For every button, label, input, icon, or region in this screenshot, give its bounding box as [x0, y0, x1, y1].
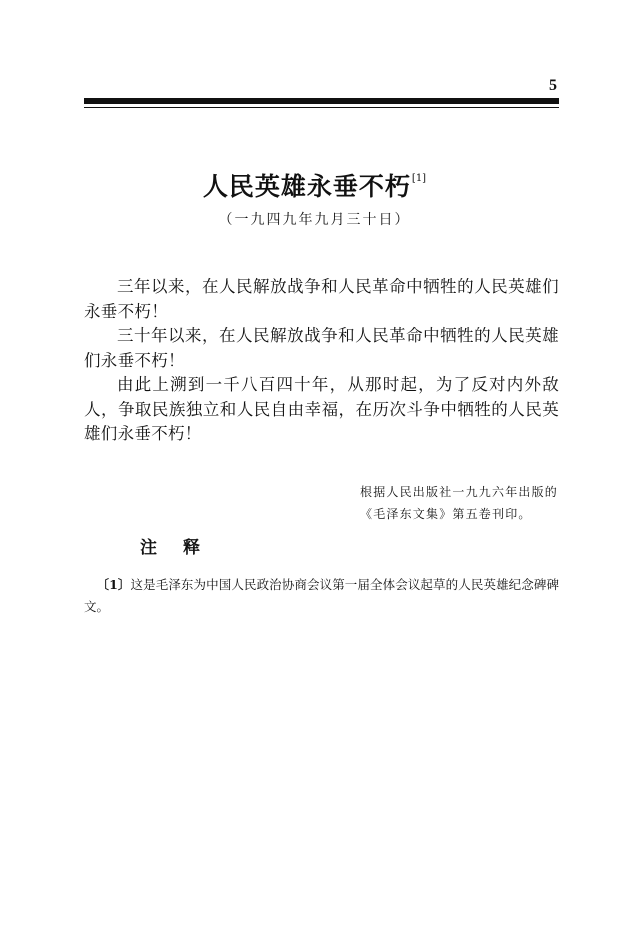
- title-note-reference[interactable]: [1]: [411, 173, 427, 184]
- title-block: [0, 163, 629, 206]
- source-line-2: 《毛泽东文集》第五卷刊印。: [360, 507, 532, 521]
- article-title: 人民英雄永垂不朽: [202, 172, 411, 201]
- body-paragraph-2: 三十年以来，在人民解放战争和人民革命中牺牲的人民英雄们永垂不朽！: [84, 326, 559, 370]
- note-item-1: [84, 574, 559, 618]
- page-number: 5: [549, 77, 557, 94]
- body-paragraph-1: 三年以来，在人民解放战争和人民革命中牺牲的人民英雄们永垂不朽！: [84, 277, 559, 321]
- note-marker: 〔1〕: [96, 577, 131, 592]
- source-line-1: 根据人民出版社一九九六年出版的: [360, 485, 559, 499]
- header-rule-thick: [84, 98, 559, 104]
- source-note: [360, 481, 570, 525]
- header-rule-thin: [84, 107, 559, 108]
- notes-heading: 注释: [140, 538, 226, 558]
- note-text: 这是毛泽东为中国人民政治协商会议第一届全体会议起草的人民英雄纪念碑碑文。: [84, 577, 559, 614]
- article-body: [84, 275, 559, 447]
- body-paragraph-3: 由此上溯到一千八百四十年，从那时起，为了反对内外敌人，争取民族独立和人民自由幸福，在历次斗争中牺牲的人民英雄们永垂不朽！: [84, 375, 559, 443]
- article-date: （一九四九年九月三十日）: [218, 212, 411, 228]
